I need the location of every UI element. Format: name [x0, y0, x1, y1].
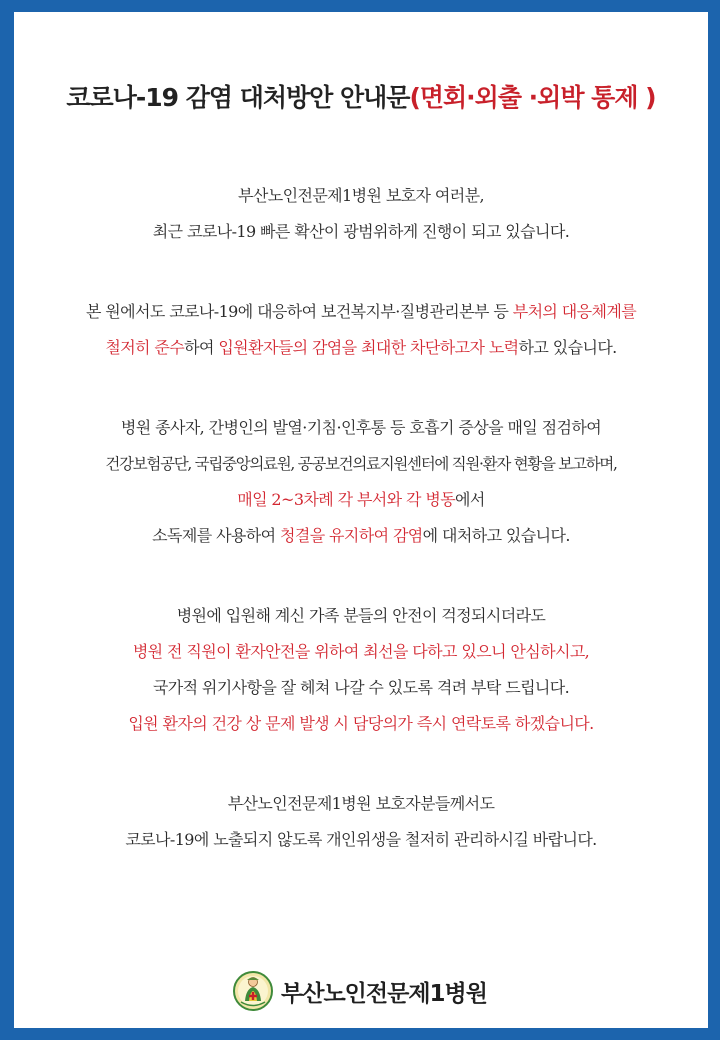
body-text: 국가적 위기사항을 잘 헤쳐 나갈 수 있도록 격려 부탁 드립니다. [152, 678, 570, 697]
notice-paragraph [14, 598, 708, 742]
frame-border-left [0, 0, 14, 1040]
notice-line [14, 670, 708, 706]
notice-body [14, 178, 708, 858]
notice-line [14, 822, 708, 858]
notice-paragraph [14, 410, 708, 554]
body-text: 부산노인전문제1병원 보호자 여러분, [238, 186, 484, 205]
hospital-logo [0, 966, 720, 1016]
notice-line [14, 294, 708, 330]
highlighted-text: 입원환자들의 감염을 최대한 차단하고자 노력 [218, 338, 519, 357]
paragraph-gap [14, 742, 708, 786]
hospital-name: 부산노인전문제1병원 [281, 980, 487, 1007]
notice-line [14, 482, 708, 518]
body-text: 소독제를 사용하여 [152, 526, 280, 545]
notice-line [14, 786, 708, 822]
notice-line [14, 598, 708, 634]
notice-paragraph [14, 786, 708, 858]
paragraph-gap [14, 250, 708, 294]
body-text: 본 원에서도 코로나-19에 대응하여 보건복지부·질병관리본부 등 [85, 302, 513, 321]
highlighted-text: 입원 환자의 건강 상 문제 발생 시 담당의가 즉시 연락토록 하겠습니다. [128, 714, 594, 733]
paragraph-gap [14, 366, 708, 410]
body-text: 병원 종사자, 간병인의 발열·기침·인후통 등 호흡기 증상을 매일 점검하여 [120, 418, 602, 437]
notice-line [14, 178, 708, 214]
frame-border-top [0, 0, 720, 12]
notice-line [14, 214, 708, 250]
notice-line [14, 446, 708, 482]
notice-title-main: 코로나-19 감염 대처방안 안내문 [66, 83, 410, 112]
body-text: 하고 있습니다. [518, 338, 617, 357]
notice-line [14, 706, 708, 742]
body-text: 에 대처하고 있습니다. [422, 526, 570, 545]
hospital-mascot-logo-icon [233, 971, 273, 1011]
notice-line [14, 410, 708, 446]
notice-line [14, 330, 708, 366]
body-text: 건강보험공단, 국립중앙의료원, 공공보건의료지원센터에 직원·환자 현황을 보고하며, [105, 455, 617, 473]
highlighted-text: 부처의 대응체계를 [512, 302, 637, 321]
frame-border-bottom [0, 1028, 720, 1040]
body-text: 코로나-19에 노출되지 않도록 개인위생을 철저히 관리하시길 바랍니다. [125, 830, 597, 849]
body-text: 하여 [184, 338, 219, 357]
body-text: 부산노인전문제1병원 보호자분들께서도 [227, 794, 495, 813]
body-text: 최근 코로나-19 빠른 확산이 광범위하게 진행이 되고 있습니다. [152, 222, 570, 241]
notice-paragraph [14, 178, 708, 250]
highlighted-text: 병원 전 직원이 환자안전을 위하여 최선을 다하고 있으니 안심하시고, [132, 642, 590, 661]
notice-title [14, 78, 708, 114]
frame-border-right [708, 0, 720, 1040]
body-text: 에서 [455, 490, 485, 509]
notice-line [14, 518, 708, 554]
notice-paragraph [14, 294, 708, 366]
highlighted-text: 청결을 유지하여 감염 [279, 526, 423, 545]
highlighted-text: 철저히 준수 [105, 338, 185, 357]
notice-line [14, 634, 708, 670]
notice-title-highlight: (면회·외출 ·외박 통제 ) [409, 83, 656, 112]
highlighted-text: 매일 2~3차례 각 부서와 각 병동 [237, 490, 456, 509]
body-text: 병원에 입원해 계신 가족 분들의 안전이 걱정되시더라도 [176, 606, 546, 625]
paragraph-gap [14, 554, 708, 598]
